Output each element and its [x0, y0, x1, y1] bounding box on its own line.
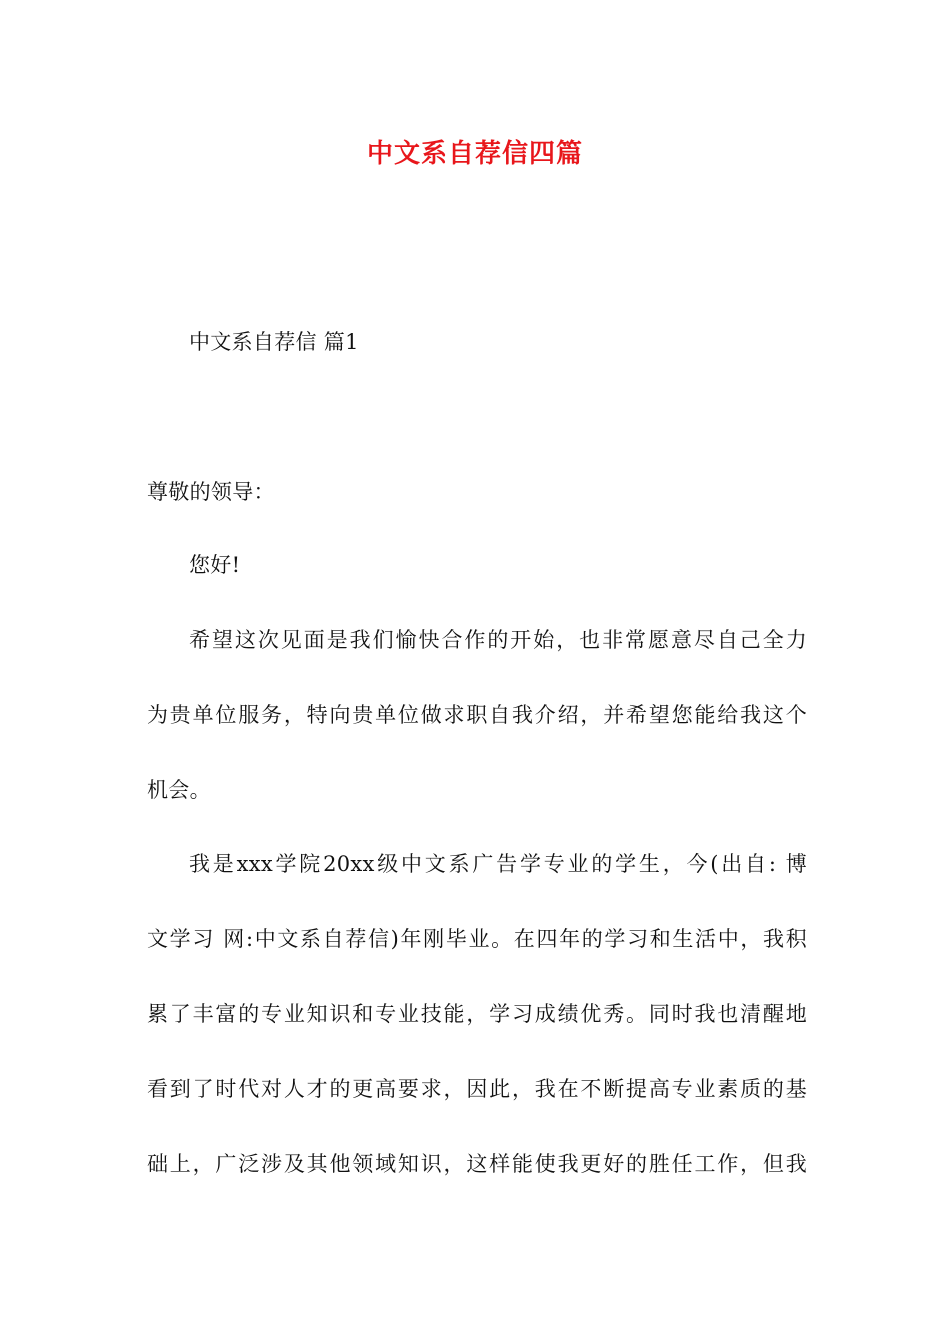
- document-title: 中文系自荐信四篇: [366, 139, 583, 169]
- section-heading: 中文系自荐信 篇1: [189, 330, 359, 354]
- greeting: 您好!: [189, 553, 241, 577]
- salutation: 尊敬的领导：: [147, 480, 275, 504]
- paragraph-2-line-5: 础上，广泛涉及其他领域知识，这样能使我更好的胜任工作，但我: [147, 1152, 807, 1176]
- paragraph-1-line-3: 机会。: [147, 778, 211, 802]
- paragraph-1-line-1: 希望这次见面是我们愉快合作的开始，也非常愿意尽自己全力: [189, 628, 807, 652]
- paragraph-2-line-2: 文学习 网:中文系自荐信)年刚毕业。在四年的学习和生活中，我积: [147, 927, 807, 951]
- paragraph-1-line-2: 为贵单位服务，特向贵单位做求职自我介绍，并希望您能给我这个: [147, 703, 807, 727]
- paragraph-2-line-1: 我是xxx学院20xx级中文系广告学专业的学生，今(出自: 博: [189, 852, 807, 876]
- paragraph-2-line-3: 累了丰富的专业知识和专业技能，学习成绩优秀。同时我也清醒地: [147, 1002, 807, 1026]
- paragraph-2-line-4: 看到了时代对人才的更高要求，因此，我在不断提高专业素质的基: [147, 1077, 807, 1101]
